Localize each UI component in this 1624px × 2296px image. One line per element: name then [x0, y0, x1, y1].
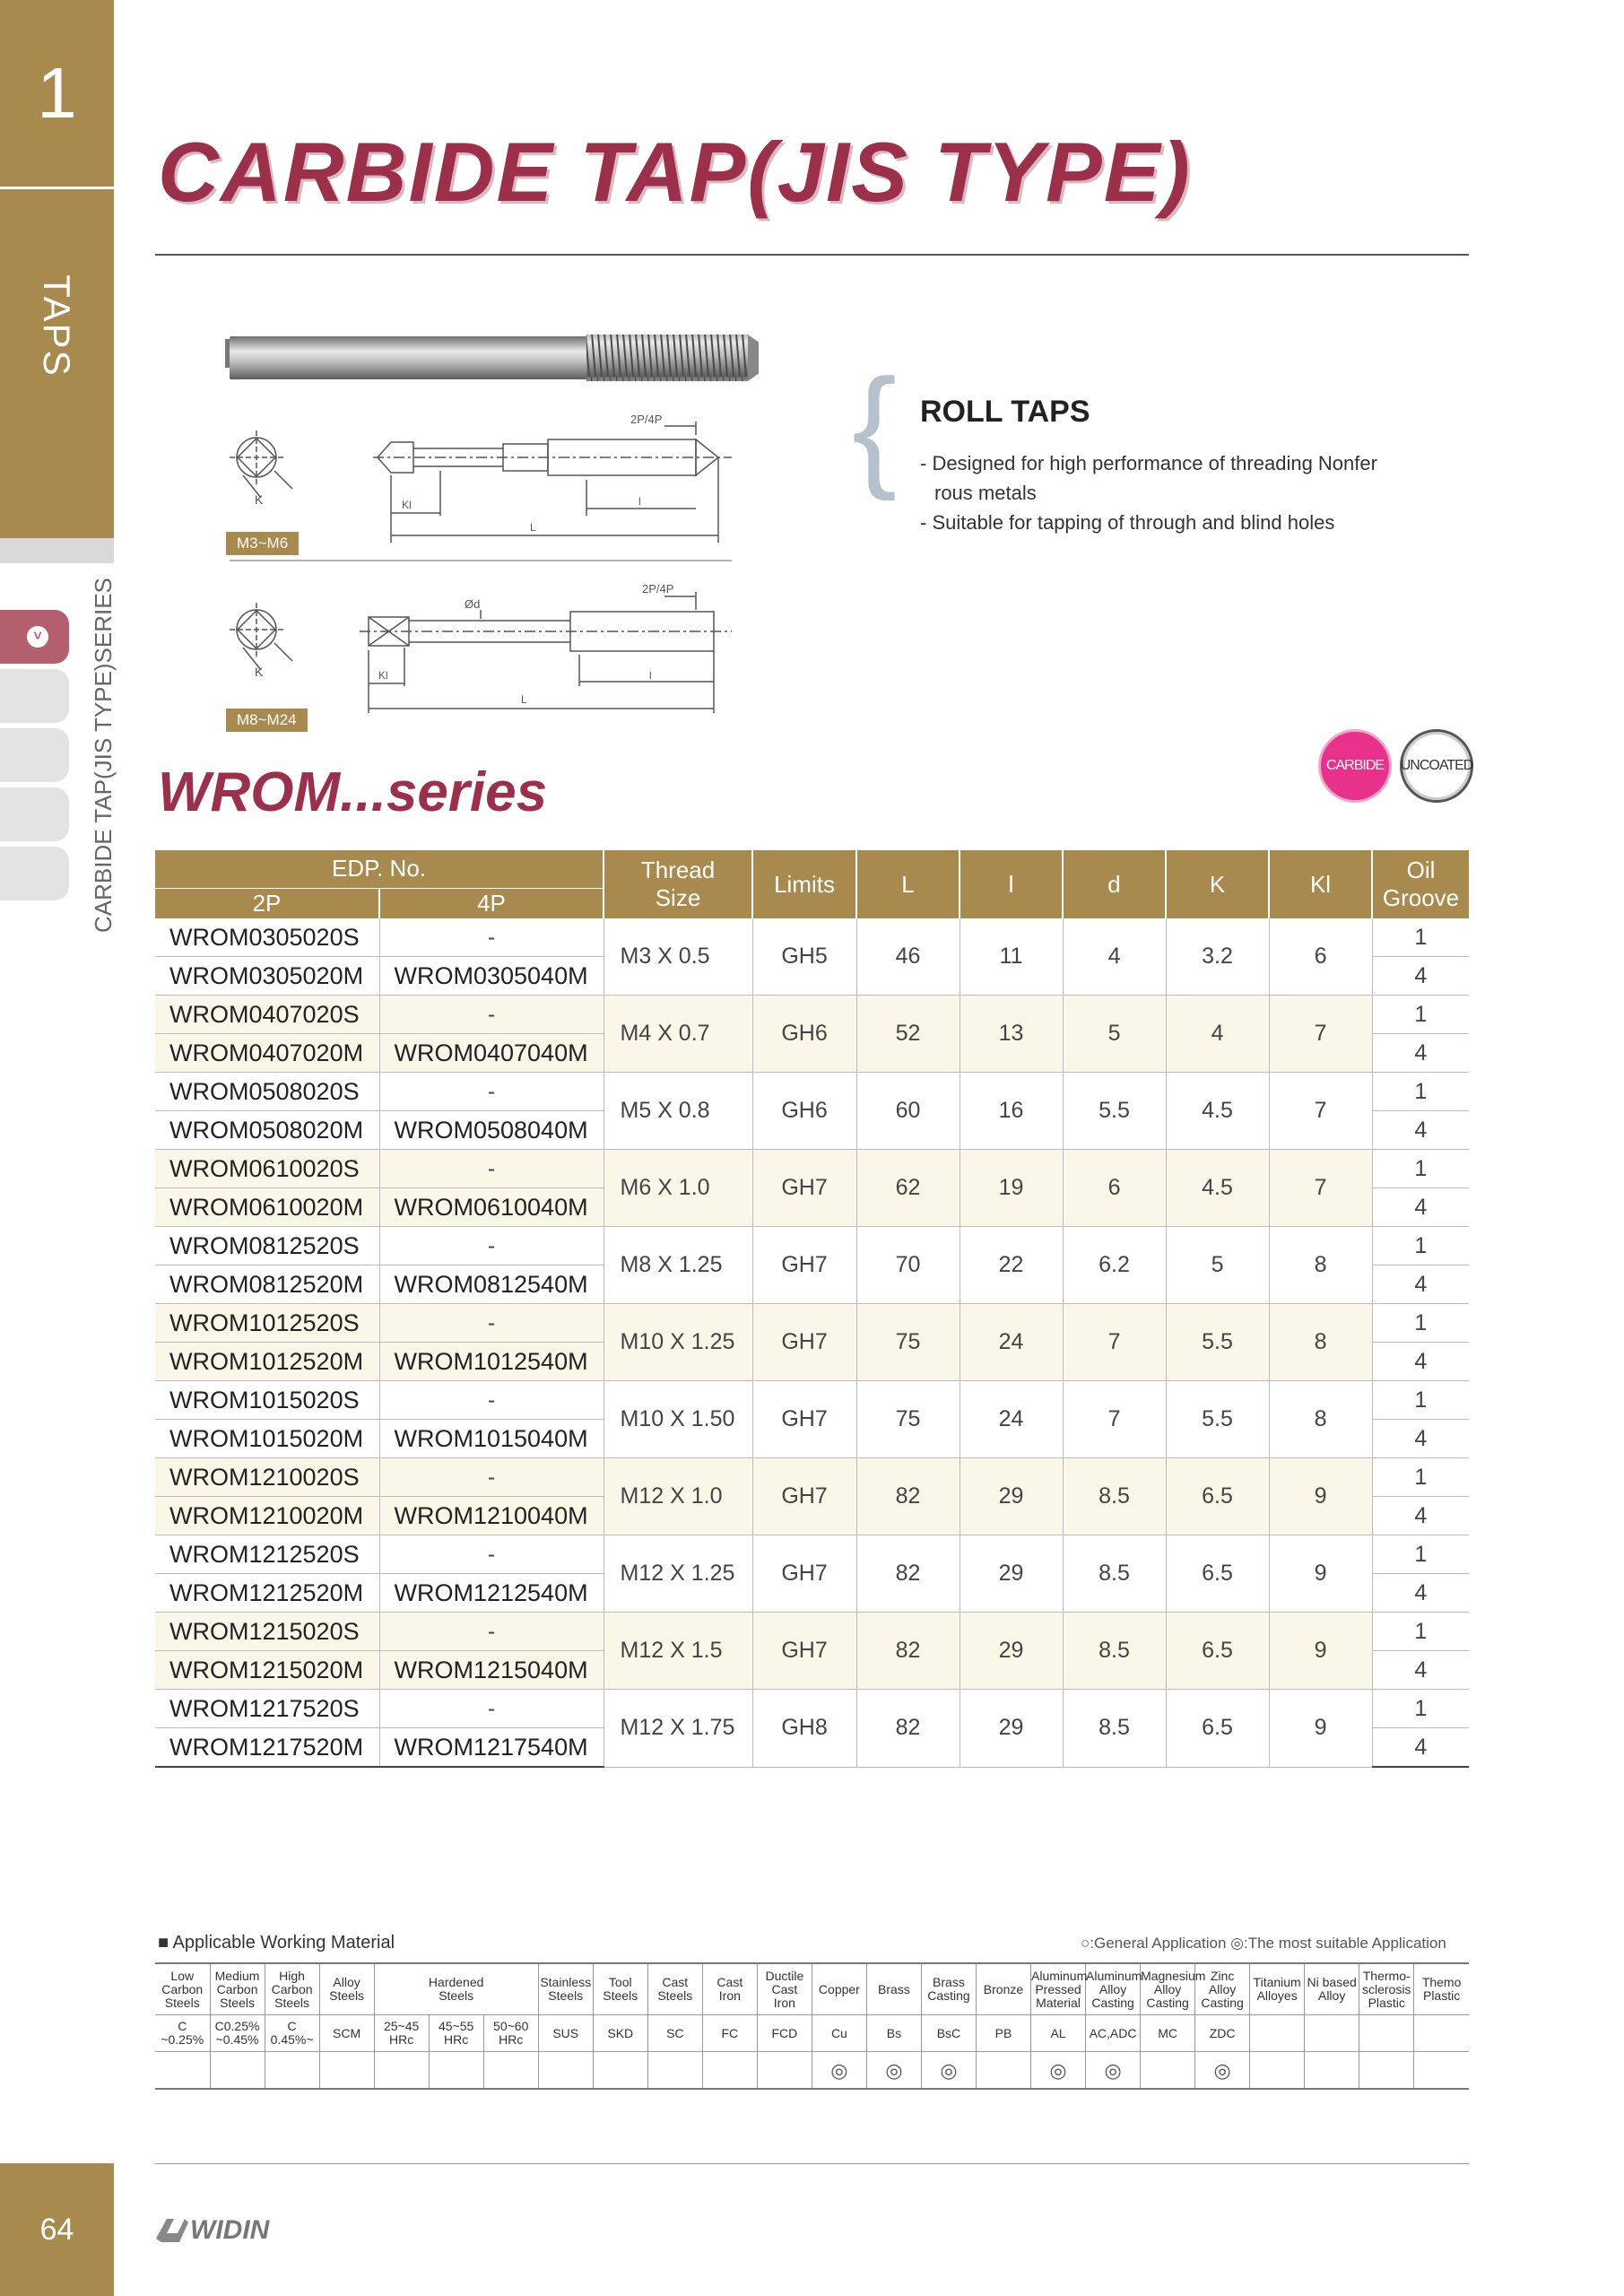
chevron-down-icon: ˅ [27, 626, 48, 648]
length-L: 60 [856, 1073, 960, 1150]
edp-4p-dash: - [379, 1304, 604, 1343]
header-4p: 4P [379, 888, 604, 918]
edp-4p-dash: - [379, 918, 604, 957]
material-name: Cast Steels [647, 1963, 702, 2015]
logo-mark-icon [154, 2213, 190, 2249]
header-thread-1: Thread [640, 857, 716, 883]
length-L: 82 [856, 1690, 960, 1768]
thread-size: M6 X 1.0 [604, 1150, 752, 1227]
carbide-badge: CARBIDE [1318, 729, 1392, 803]
material-suitability [647, 2052, 702, 2090]
material-name: Bronze [976, 1963, 1030, 2015]
chapter-number: 1 [0, 0, 114, 187]
material-name: Hardened Steels [374, 1963, 538, 2015]
edp-4p-m: WROM1210040M [379, 1497, 604, 1535]
material-suitability [265, 2052, 319, 2090]
tap-drawing [158, 323, 759, 744]
limits: GH6 [752, 996, 856, 1073]
material-suitability [319, 2052, 374, 2090]
header-K: K [1166, 850, 1269, 918]
length-l: 29 [960, 1535, 1063, 1613]
material-name: Ni based Alloy [1305, 1963, 1359, 2015]
oil-groove: 1 [1372, 1227, 1469, 1265]
thread-size: M12 X 1.75 [604, 1690, 752, 1768]
square-K: 6.5 [1166, 1458, 1269, 1535]
square-K: 5 [1166, 1227, 1269, 1304]
oil-groove: 4 [1372, 1111, 1469, 1150]
dim-l-2: L [521, 693, 527, 706]
limits: GH7 [752, 1381, 856, 1458]
material-code [1250, 2015, 1305, 2052]
edp-4p-m: WROM1012540M [379, 1343, 604, 1381]
table-row [155, 1381, 1469, 1420]
material-name: Thermo- sclerosis Plastic [1359, 1963, 1414, 2015]
material-code: MC [1141, 2015, 1195, 2052]
material-suitability [210, 2052, 265, 2090]
limits: GH8 [752, 1690, 856, 1768]
square-Kl: 7 [1269, 1150, 1372, 1227]
header-L: L [856, 850, 960, 918]
material-name: Zinc Alloy Casting [1195, 1963, 1250, 2015]
material-name: Ductile Cast Iron [757, 1963, 812, 2015]
section-vertical-label: CARBIDE TAP(JIS TYPE)SERIES [90, 578, 117, 933]
oil-groove: 4 [1372, 1265, 1469, 1304]
material-suitability [538, 2052, 593, 2090]
oil-groove: 4 [1372, 1188, 1469, 1227]
table-row [155, 1613, 1469, 1651]
material-name: Brass Casting [921, 1963, 976, 2015]
square-K: 6.5 [1166, 1690, 1269, 1768]
oil-groove: 4 [1372, 1574, 1469, 1613]
material-name: Titanium Alloyes [1250, 1963, 1305, 2015]
material-name: Aluminum Pressed Material [1031, 1963, 1086, 2015]
limits: GH7 [752, 1150, 856, 1227]
edp-4p-m: WROM0812540M [379, 1265, 604, 1304]
material-suitability [374, 2052, 429, 2090]
diameter-d: 5.5 [1063, 1073, 1166, 1150]
materials-legend: ○:General Application ◎:The most suitable Application [1081, 1935, 1446, 1952]
oil-groove: 4 [1372, 1651, 1469, 1690]
square-K: 6.5 [1166, 1535, 1269, 1613]
section-tab[interactable] [0, 787, 69, 841]
square-K: 4 [1166, 996, 1269, 1073]
thread-size: M3 X 0.5 [604, 918, 752, 996]
edp-2p-m: WROM0508020M [155, 1111, 379, 1150]
edp-4p-dash: - [379, 1613, 604, 1651]
length-l: 19 [960, 1150, 1063, 1227]
oil-groove: 1 [1372, 1535, 1469, 1574]
material-name: Medium Carbon Steels [210, 1963, 265, 2015]
material-suitability [1250, 2052, 1305, 2090]
oil-groove: 1 [1372, 918, 1469, 957]
oil-groove: 4 [1372, 1034, 1469, 1073]
material-suitability [429, 2052, 483, 2090]
chapter-label: TAPS [36, 274, 78, 378]
materials-label: ■ Applicable Working Material [158, 1933, 395, 1952]
material-suitability: ◎ [1086, 2052, 1141, 2090]
dim-i-2: l [649, 669, 652, 682]
material-code: SUS [538, 2015, 593, 2052]
edp-2p-m: WROM0812520M [155, 1265, 379, 1304]
length-L: 52 [856, 996, 960, 1073]
square-K: 3.2 [1166, 918, 1269, 996]
length-l: 29 [960, 1613, 1063, 1690]
oil-groove: 1 [1372, 1458, 1469, 1497]
material-code: AL [1031, 2015, 1086, 2052]
material-code: 45~55 HRc [429, 2015, 483, 2052]
material-suitability: ◎ [921, 2052, 976, 2090]
material-code: PB [976, 2015, 1030, 2052]
material-name: Tool Steels [593, 1963, 647, 2015]
limits: GH7 [752, 1304, 856, 1381]
edp-2p-s: WROM0305020S [155, 918, 379, 957]
edp-4p-dash: - [379, 1690, 604, 1728]
material-name: Copper [812, 1963, 866, 2015]
material-suitability [1305, 2052, 1359, 2090]
section-tabs [0, 610, 69, 906]
header-thread [604, 850, 752, 918]
thread-size: M10 X 1.25 [604, 1304, 752, 1381]
material-code: FCD [757, 2015, 812, 2052]
table-row [155, 1227, 1469, 1265]
material-code: FC [702, 2015, 757, 2052]
material-suitability [155, 2052, 210, 2090]
square-Kl: 7 [1269, 996, 1372, 1073]
header-d: d [1063, 850, 1166, 918]
square-Kl: 9 [1269, 1535, 1372, 1613]
length-l: 11 [960, 918, 1063, 996]
thread-size: M10 X 1.50 [604, 1381, 752, 1458]
limits: GH7 [752, 1613, 856, 1690]
roll-taps-title: ROLL TAPS [920, 395, 1090, 429]
section-tab[interactable] [0, 669, 69, 723]
oil-groove: 4 [1372, 957, 1469, 996]
material-code: ZDC [1195, 2015, 1250, 2052]
material-name: High Carbon Steels [265, 1963, 319, 2015]
oil-groove: 1 [1372, 1150, 1469, 1188]
square-K: 4.5 [1166, 1073, 1269, 1150]
thread-size: M4 X 0.7 [604, 996, 752, 1073]
header-thread-2: Size [655, 884, 701, 911]
edp-4p-dash: - [379, 1073, 604, 1111]
material-code [1359, 2015, 1414, 2052]
limits: GH6 [752, 1073, 856, 1150]
uncoated-badge: UNCOATED [1400, 729, 1473, 803]
material-name: Alloy Steels [319, 1963, 374, 2015]
diameter-d: 7 [1063, 1304, 1166, 1381]
material-code: 50~60 HRc [483, 2015, 538, 2052]
chapter-tab[interactable] [0, 189, 114, 538]
table-row [155, 1150, 1469, 1188]
series-title: WROM...series [158, 761, 548, 823]
material-code: AC,ADC [1086, 2015, 1141, 2052]
length-l: 16 [960, 1073, 1063, 1150]
table-row [155, 1690, 1469, 1728]
edp-4p-m: WROM0610040M [379, 1188, 604, 1227]
material-code: C ~0.25% [155, 2015, 210, 2052]
edp-2p-s: WROM1217520S [155, 1690, 379, 1728]
title-rule [155, 254, 1469, 256]
dim-i-1: l [638, 495, 641, 508]
dim-pitch-2: 2P/4P [642, 582, 674, 596]
edp-2p-m: WROM1015020M [155, 1420, 379, 1458]
length-l: 29 [960, 1690, 1063, 1768]
oil-groove: 1 [1372, 1381, 1469, 1420]
edp-2p-s: WROM1215020S [155, 1613, 379, 1651]
materials-table [155, 1962, 1469, 2090]
size-label-small: M3~M6 [226, 532, 299, 555]
limits: GH7 [752, 1458, 856, 1535]
length-L: 70 [856, 1227, 960, 1304]
length-L: 82 [856, 1535, 960, 1613]
oil-groove: 1 [1372, 1690, 1469, 1728]
sidebar-gray-strip [0, 538, 114, 563]
diameter-d: 8.5 [1063, 1458, 1166, 1535]
material-name: Brass [866, 1963, 921, 2015]
diameter-d: 8.5 [1063, 1613, 1166, 1690]
brace-decoration: { [852, 351, 898, 501]
table-row [155, 996, 1469, 1034]
edp-2p-s: WROM1012520S [155, 1304, 379, 1343]
edp-4p-dash: - [379, 1227, 604, 1265]
thread-size: M12 X 1.5 [604, 1613, 752, 1690]
square-Kl: 9 [1269, 1458, 1372, 1535]
edp-2p-m: WROM0610020M [155, 1188, 379, 1227]
material-code: 25~45 HRc [374, 2015, 429, 2052]
material-suitability [593, 2052, 647, 2090]
oil-groove: 1 [1372, 1073, 1469, 1111]
edp-4p-m: WROM0305040M [379, 957, 604, 996]
square-K: 4.5 [1166, 1150, 1269, 1227]
material-name: Themo Plastic [1414, 1963, 1469, 2015]
length-L: 82 [856, 1458, 960, 1535]
square-K: 5.5 [1166, 1304, 1269, 1381]
thread-size: M8 X 1.25 [604, 1227, 752, 1304]
page-number: 64 [0, 2163, 114, 2296]
limits: GH5 [752, 918, 856, 996]
diameter-d: 6.2 [1063, 1227, 1166, 1304]
logo-text: WIDIN [190, 2214, 270, 2245]
material-code: SC [647, 2015, 702, 2052]
section-tab-active[interactable] [0, 610, 69, 664]
section-tab[interactable] [0, 728, 69, 782]
edp-2p-s: WROM0508020S [155, 1073, 379, 1111]
table-row [155, 1535, 1469, 1574]
length-L: 75 [856, 1381, 960, 1458]
material-suitability: ◎ [812, 2052, 866, 2090]
material-suitability [1359, 2052, 1414, 2090]
edp-2p-m: WROM1215020M [155, 1651, 379, 1690]
length-l: 13 [960, 996, 1063, 1073]
length-l: 24 [960, 1381, 1063, 1458]
material-name: Aluminum Alloy Casting [1086, 1963, 1141, 2015]
length-L: 75 [856, 1304, 960, 1381]
edp-2p-s: WROM0407020S [155, 996, 379, 1034]
roll-desc-line: - Suitable for tapping of through and blind holes [920, 511, 1335, 534]
edp-2p-m: WROM1210020M [155, 1497, 379, 1535]
dim-k-2: K [255, 665, 264, 679]
edp-2p-s: WROM1210020S [155, 1458, 379, 1497]
header-oil-2: Groove [1382, 884, 1460, 911]
material-code: BsC [921, 2015, 976, 2052]
header-edp: EDP. No. [155, 850, 604, 888]
page-title: CARBIDE TAP(JIS TYPE) [158, 125, 1192, 219]
material-code [1305, 2015, 1359, 2052]
material-name: Cast Iron [702, 1963, 757, 2015]
edp-4p-dash: - [379, 996, 604, 1034]
edp-4p-m: WROM1215040M [379, 1651, 604, 1690]
diameter-d: 6 [1063, 1150, 1166, 1227]
diameter-d: 8.5 [1063, 1535, 1166, 1613]
edp-2p-m: WROM1212520M [155, 1574, 379, 1613]
material-code: C 0.45%~ [265, 2015, 319, 2052]
square-Kl: 8 [1269, 1381, 1372, 1458]
edp-2p-s: WROM1015020S [155, 1381, 379, 1420]
dim-k-1: K [255, 492, 264, 507]
length-L: 62 [856, 1150, 960, 1227]
square-Kl: 8 [1269, 1227, 1372, 1304]
edp-2p-s: WROM1212520S [155, 1535, 379, 1574]
section-tab[interactable] [0, 847, 69, 900]
edp-2p-s: WROM0812520S [155, 1227, 379, 1265]
material-suitability [1141, 2052, 1195, 2090]
square-Kl: 8 [1269, 1304, 1372, 1381]
oil-groove: 4 [1372, 1343, 1469, 1381]
material-code: SKD [593, 2015, 647, 2052]
edp-2p-m: WROM0305020M [155, 957, 379, 996]
material-suitability: ◎ [1195, 2052, 1250, 2090]
oil-groove: 1 [1372, 996, 1469, 1034]
edp-4p-dash: - [379, 1381, 604, 1420]
length-l: 29 [960, 1458, 1063, 1535]
edp-2p-m: WROM0407020M [155, 1034, 379, 1073]
material-suitability: ◎ [866, 2052, 921, 2090]
header-2p: 2P [155, 888, 379, 918]
footer-rule [155, 2163, 1469, 2164]
limits: GH7 [752, 1227, 856, 1304]
diameter-d: 5 [1063, 996, 1166, 1073]
edp-4p-m: WROM1212540M [379, 1574, 604, 1613]
edp-4p-dash: - [379, 1150, 604, 1188]
material-suitability [1414, 2052, 1469, 2090]
edp-2p-s: WROM0610020S [155, 1150, 379, 1188]
dim-pitch-1: 2P/4P [630, 413, 663, 426]
dim-kl-2: Kl [378, 669, 388, 682]
diameter-d: 4 [1063, 918, 1166, 996]
edp-4p-dash: - [379, 1458, 604, 1497]
header-l: l [960, 850, 1063, 918]
material-code [1414, 2015, 1469, 2052]
thread-size: M5 X 0.8 [604, 1073, 752, 1150]
roll-desc-line: - Designed for high performance of threading Nonfer [920, 452, 1377, 474]
oil-groove: 1 [1372, 1613, 1469, 1651]
header-oil-1: Oil [1406, 857, 1436, 883]
thread-size: M12 X 1.25 [604, 1535, 752, 1613]
length-l: 22 [960, 1227, 1063, 1304]
edp-4p-m: WROM0407040M [379, 1034, 604, 1073]
material-name: Stainless Steels [538, 1963, 593, 2015]
table-row [155, 1458, 1469, 1497]
material-suitability [757, 2052, 812, 2090]
diameter-d: 7 [1063, 1381, 1166, 1458]
length-L: 82 [856, 1613, 960, 1690]
product-table [155, 850, 1469, 1768]
material-suitability [976, 2052, 1030, 2090]
roll-taps-description [920, 448, 1422, 537]
square-K: 5.5 [1166, 1381, 1269, 1458]
material-code: Bs [866, 2015, 921, 2052]
edp-2p-m: WROM1217520M [155, 1728, 379, 1768]
material-name: Low Carbon Steels [155, 1963, 210, 2015]
thread-size: M12 X 1.0 [604, 1458, 752, 1535]
table-row [155, 918, 1469, 957]
dim-kl-1: Kl [402, 499, 412, 511]
oil-groove: 4 [1372, 1420, 1469, 1458]
header-Kl: Kl [1269, 850, 1372, 918]
length-l: 24 [960, 1304, 1063, 1381]
material-code: SCM [319, 2015, 374, 2052]
edp-4p-dash: - [379, 1535, 604, 1574]
material-code: C0.25% ~0.45% [210, 2015, 265, 2052]
material-code: Cu [812, 2015, 866, 2052]
edp-4p-m: WROM1217540M [379, 1728, 604, 1768]
material-suitability [483, 2052, 538, 2090]
table-row [155, 1304, 1469, 1343]
roll-desc-line: rous metals [934, 482, 1037, 504]
limits: GH7 [752, 1535, 856, 1613]
edp-2p-m: WROM1012520M [155, 1343, 379, 1381]
edp-4p-m: WROM0508040M [379, 1111, 604, 1150]
oil-groove: 1 [1372, 1304, 1469, 1343]
header-limits: Limits [752, 850, 856, 918]
length-L: 46 [856, 918, 960, 996]
oil-groove: 4 [1372, 1728, 1469, 1768]
edp-4p-m: WROM1015040M [379, 1420, 604, 1458]
dim-l-1: L [530, 521, 536, 534]
oil-groove: 4 [1372, 1497, 1469, 1535]
header-oil [1372, 850, 1469, 918]
material-name: Magnesium Alloy Casting [1141, 1963, 1195, 2015]
table-row [155, 1073, 1469, 1111]
brand-logo [154, 2213, 269, 2249]
square-Kl: 6 [1269, 918, 1372, 996]
dim-d-2: Ød [465, 597, 481, 611]
square-K: 6.5 [1166, 1613, 1269, 1690]
square-Kl: 9 [1269, 1613, 1372, 1690]
square-Kl: 7 [1269, 1073, 1372, 1150]
material-suitability [702, 2052, 757, 2090]
material-suitability: ◎ [1031, 2052, 1086, 2090]
size-label-large: M8~M24 [226, 709, 308, 732]
square-Kl: 9 [1269, 1690, 1372, 1768]
diameter-d: 8.5 [1063, 1690, 1166, 1768]
